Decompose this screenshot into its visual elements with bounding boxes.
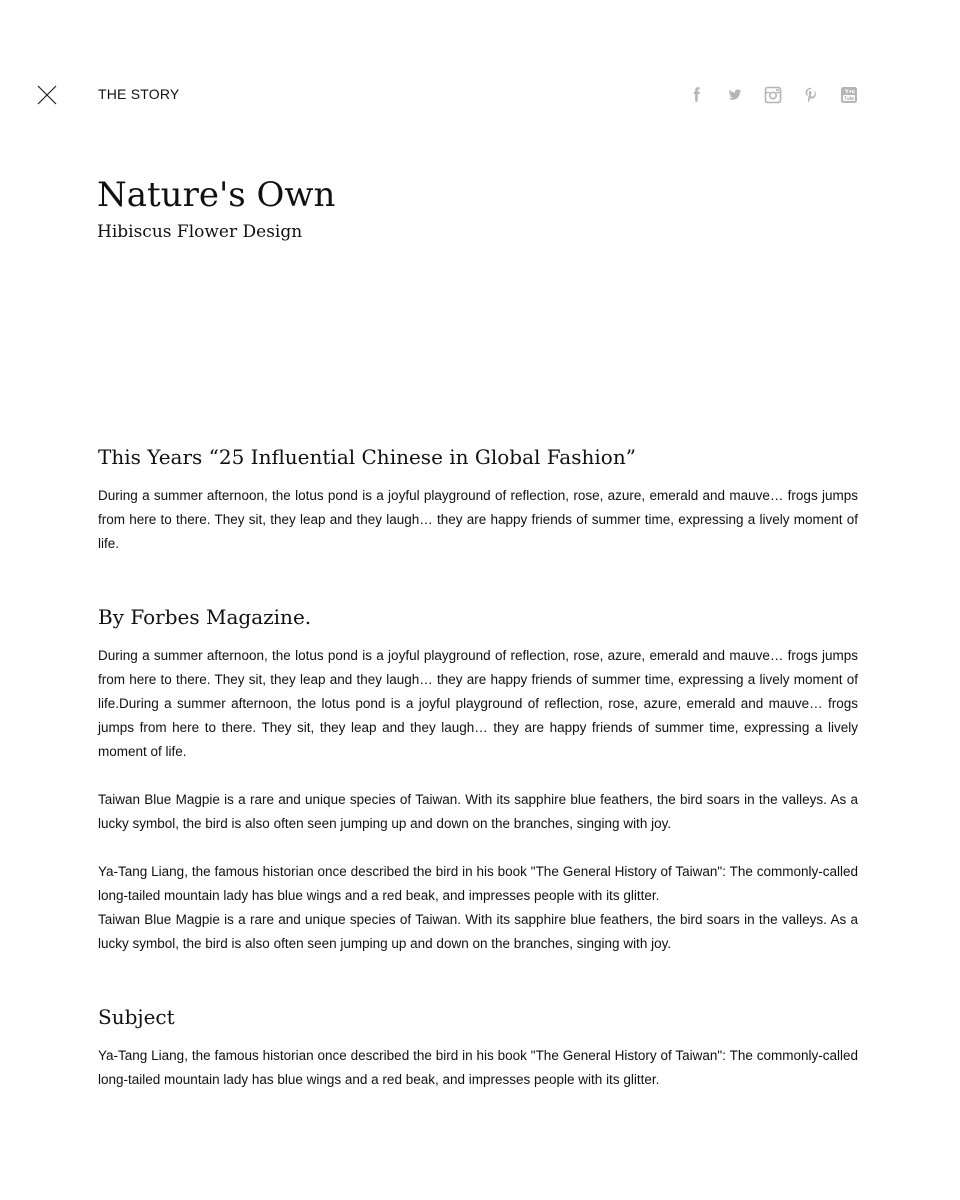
instagram-icon: [764, 86, 782, 104]
pinterest-icon: [802, 86, 820, 104]
twitter-icon: [726, 86, 744, 104]
youtube-icon: [840, 86, 858, 104]
facebook-icon: [688, 86, 706, 104]
paragraph-spacer: [98, 764, 858, 788]
paragraph-spacer: [98, 836, 858, 860]
twitter-link[interactable]: [726, 86, 744, 104]
page-title: Nature's Own: [97, 175, 336, 215]
social-links: [688, 86, 858, 104]
section-heading-subject: Subject: [98, 1005, 175, 1029]
article-content: [98, 442, 858, 1092]
page-subtitle: Hibiscus Flower Design: [97, 222, 303, 242]
pinterest-link[interactable]: [802, 86, 820, 104]
close-button[interactable]: [37, 85, 57, 105]
section-heading-forbes: By Forbes Magazine.: [98, 605, 312, 629]
section-paragraph: Ya-Tang Liang, the famous historian once described the bird in his book "The General History of Taiwan": The commonly-called long-tailed mountain lady has blue wings and a red beak, and impresses people with its glitter.: [98, 1048, 858, 1087]
section-paragraph: Ya-Tang Liang, the famous historian once described the bird in his book "The General History of Taiwan": The commonly-called long-tailed mountain lady has blue wings and a red beak, and impresses people with its glitter.: [98, 864, 858, 903]
youtube-link[interactable]: [840, 86, 858, 104]
section-paragraph: Taiwan Blue Magpie is a rare and unique species of Taiwan. With its sapphire blue feathers, the bird soars in the valleys. As a lucky symbol, the bird is also often seen jumping up and down on the branches, singing with joy.: [98, 792, 858, 831]
facebook-link[interactable]: [688, 86, 706, 104]
close-icon: [37, 85, 57, 105]
section-paragraph: Taiwan Blue Magpie is a rare and unique species of Taiwan. With its sapphire blue feathers, the bird soars in the valleys. As a lucky symbol, the bird is also often seen jumping up and down on the branches, singing with joy.: [98, 912, 858, 951]
nav-label-the-story[interactable]: THE STORY: [98, 86, 180, 102]
instagram-link[interactable]: [764, 86, 782, 104]
section-heading-influential: This Years “25 Influential Chinese in Global Fashion”: [98, 445, 636, 469]
section-paragraph: During a summer afternoon, the lotus pond is a joyful playground of reflection, rose, azure, emerald and mauve… frogs jumps from here to there. They sit, they leap and they laugh… they are happy friends of summer time, expressing a lively moment of life.: [98, 488, 858, 551]
section-paragraph: During a summer afternoon, the lotus pond is a joyful playground of reflection, rose, azure, emerald and mauve… frogs jumps from here to there. They sit, they leap and they laugh… they are happy friends of summer time, expressing a lively moment of life.During a summer afternoon, the lotus pond is a joyful playground of reflection, rose, azure, emerald and mauve… frogs jumps from here to there. They sit, they leap and they laugh… they are happy friends of summer time, expressing a lively moment of life.: [98, 648, 858, 759]
